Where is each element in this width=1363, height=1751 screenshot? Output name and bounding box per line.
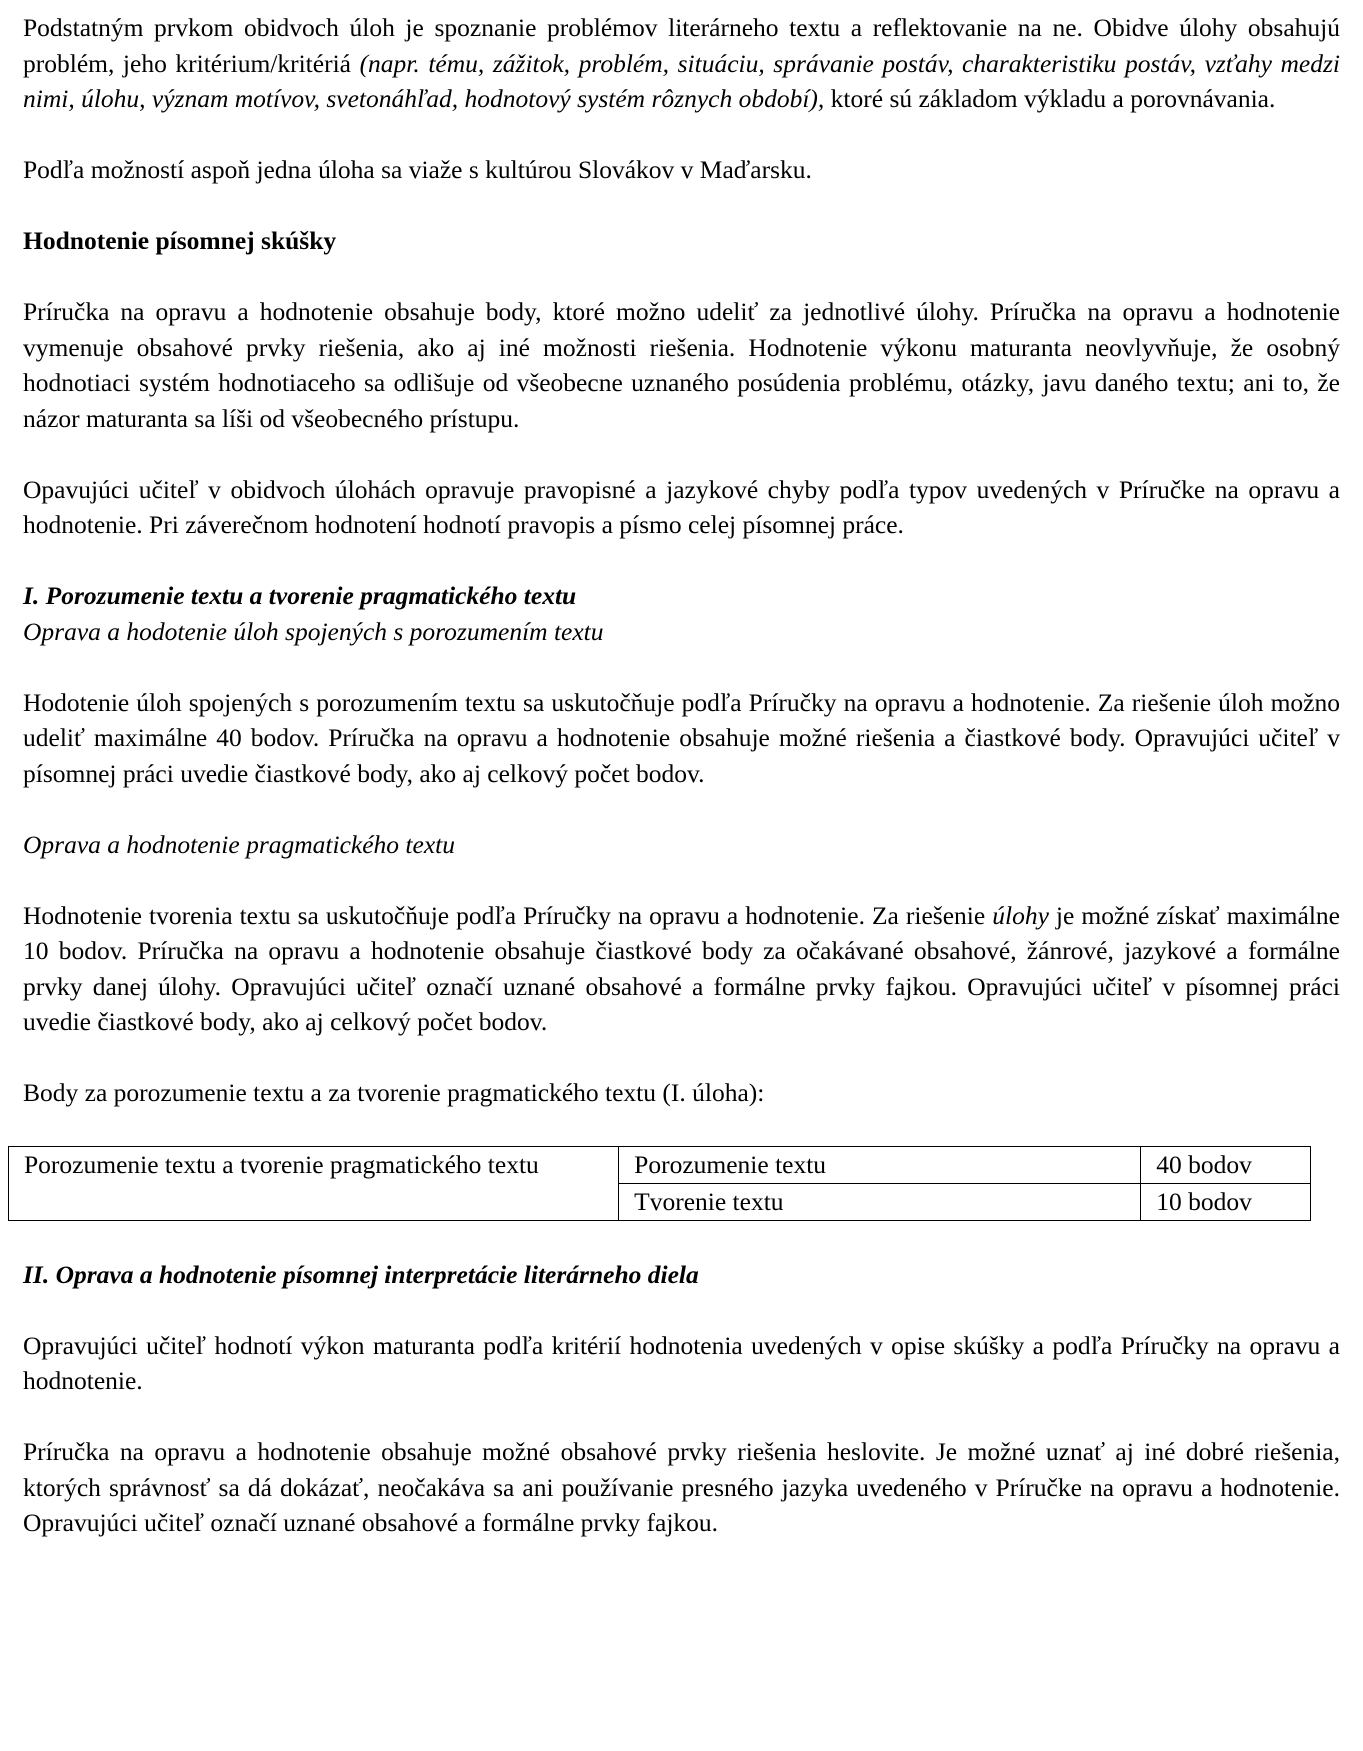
paragraph-italic-text: úlohy xyxy=(992,900,1049,930)
paragraph-spelling-errors: Opavujúci učiteľ v obidvoch úlohách opravuje pravopisné a jazykové chyby podľa typov uvedených v Príručke na opravu a hodnotenie. Pri záverečnom hodnotení hodnotí pravopis a písmo celej písomnej práce. xyxy=(23,474,1340,539)
section-1-title: I. Porozumenie textu a tvorenie pragmatického textu xyxy=(23,581,577,610)
paragraph-italic-text: (napr. tému, zážitok, problém, situáciu, správanie postáv, charakteristiku postáv, vzťahy medzi nimi, úlohu, význam motívov, svetonáhľad, hodnotový systém rôznych období), xyxy=(23,48,1341,113)
table-group-label: Porozumenie textu a tvorenie pragmatického textu xyxy=(9,1147,619,1221)
document-page xyxy=(23,10,1340,1576)
table-cell-points: 10 bodov xyxy=(1141,1184,1311,1221)
table-cell-label: Porozumenie textu xyxy=(619,1147,1141,1184)
section-1-subtitle: Oprava a hodotenie úloh spojených s porozumením textu xyxy=(23,616,604,646)
paragraph-handbook-points: Príručka na opravu a hodnotenie obsahuje body, ktoré možno udeliť za jednotlivé úlohy. Príručka na opravu a hodnotenie vymenuje obsahové prvky riešenia, ako aj iné možnosti riešenia. Hodnotenie výkonu maturanta neovlyvňuje, že osobný hodnotiaci systém hodnotiaceho sa odlišuje od všeobecne uznaného posúdenia problému, otázky, javu daného textu; ani to, že názor maturanta sa líši od všeobecného prístupu. xyxy=(23,297,1340,433)
paragraph-text: je možné získať maximálne 10 bodov. Príručka na opravu a hodnotenie obsahuje čiastkové body za očakávané obsahové, žánrové, jazykové a formálne prvky danej úlohy. Opravujúci učiteľ označí uznané obsahové a formálne prvky fajkou. Opravujúci učiteľ v písomnej práci uvedie čiastkové body, ako aj celkový počet bodov. xyxy=(23,900,1340,1036)
heading-evaluation: Hodnotenie písomnej skúšky xyxy=(23,226,337,255)
paragraph-text: ktoré sú základom výkladu a porovnávania. xyxy=(824,84,1276,113)
paragraph-interpretation-evaluation: Opravujúci učiteľ hodnotí výkon maturanta podľa kritérií hodnotenia uvedených v opise skúšky a podľa Príručky na opravu a hodnotenie. xyxy=(23,1330,1340,1395)
table-cell-label: Tvorenie textu xyxy=(619,1184,1141,1221)
table-row xyxy=(9,1147,1311,1184)
section-2-title: II. Oprava a hodnotenie písomnej interpretácie literárneho diela xyxy=(23,1259,699,1289)
section-1-subtitle-pragmatic: Oprava a hodnotenie pragmatického textu xyxy=(23,829,455,859)
table-cell-points: 40 bodov xyxy=(1141,1147,1311,1184)
points-table xyxy=(8,1146,1311,1221)
paragraph-text: Podstatným prvkom obidvoch úloh je spoznanie problémov literárneho textu a reflektovanie na ne. Obidve úlohy obsahujú problém, jeho kritérium/kritériá xyxy=(23,13,1340,78)
paragraph-comprehension-evaluation: Hodotenie úloh spojených s porozumením textu sa uskutočňuje podľa Príručky na opravu a hodnotenie. Za riešenie úloh možno udeliť maximálne 40 bodov. Príručka na opravu a hodnotenie obsahuje možné riešenia a čiastkové body. Opravujúci učiteľ v písomnej práci uvedie čiastkové body, ako aj celkový počet bodov. xyxy=(23,687,1340,788)
paragraph-text: Hodnotenie tvorenia textu sa uskutočňuje podľa Príručky na opravu a hodnotenie. Za riešenie xyxy=(23,900,993,930)
table-intro: Body za porozumenie textu a za tvorenie pragmatického textu (I. úloha): xyxy=(23,1078,765,1107)
paragraph-task-elements xyxy=(23,10,1340,117)
paragraph-content-elements: Príručka na opravu a hodnotenie obsahuje možné obsahové prvky riešenia heslovite. Je možné uznať aj iné dobré riešenia, ktorých správnosť sa dá dokázať, neočakáva sa ani používanie presného jazyka uvedeného v Príručke na opravu a hodnotenie. Opravujúci učiteľ označí uznané obsahové a formálne prvky fajkou. xyxy=(23,1437,1340,1537)
paragraph-text-creation-evaluation xyxy=(23,898,1340,1040)
paragraph-slovak-culture: Podľa možností aspoň jedna úloha sa viaže s kultúrou Slovákov v Maďarsku. xyxy=(23,155,812,184)
